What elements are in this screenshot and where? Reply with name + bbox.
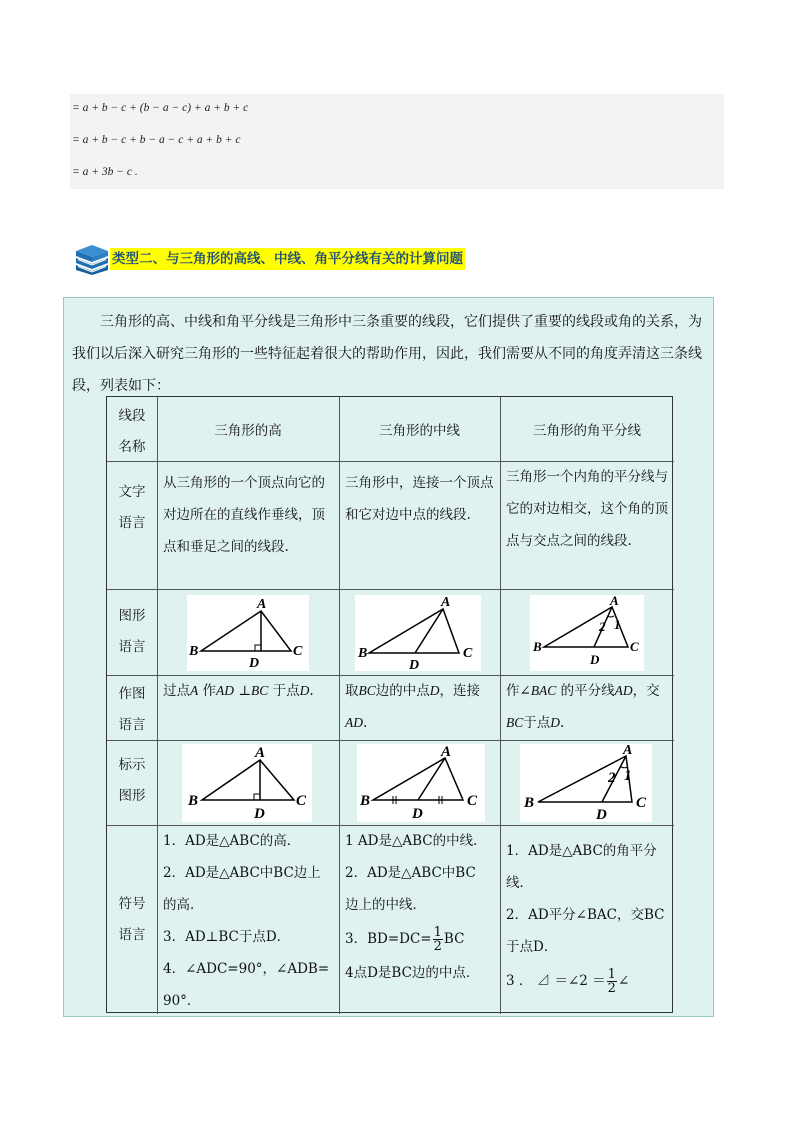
zuotu-bisector: 作∠BAC 的平分线AD，交BC于点D. — [500, 675, 674, 741]
label-d: D — [412, 806, 423, 822]
intro-paragraph — [72, 306, 708, 402]
label-b: B — [360, 793, 371, 809]
label-angle-2: 2 — [608, 770, 616, 786]
fraction-half: $\frac{1}{2}$ — [433, 925, 442, 954]
row-label-zuotu: 作图 语言 — [107, 675, 158, 741]
label-c: C — [463, 646, 473, 661]
label-a: A — [610, 595, 619, 608]
fraction-half: $\frac{1}{2}$ — [607, 967, 616, 996]
label-a: A — [257, 597, 267, 612]
calc-line-3: = a + 3b − c . — [72, 166, 138, 178]
fuhao-bisector: 1．AD是△ABC的角平分 线． 2．AD平分∠BAC，交BC 于点D． 3 ． ⊿ ＝∠2 ＝ $\frac{1}{2}$ ∠ — [500, 825, 674, 1014]
label-c: C — [293, 644, 303, 659]
tuxing-altitude-cell — [157, 589, 340, 676]
row-label-wenzi: 文字 语言 — [107, 461, 158, 590]
bisector-figure — [530, 595, 644, 671]
label-angle-1: 1 — [614, 617, 621, 632]
zuotu-median: 取BC边的中点D，连接AD. — [339, 675, 501, 741]
median-figure — [355, 595, 481, 671]
biaoshi-median-cell — [339, 740, 501, 826]
wenzi-bisector: 三角形一个内角的平分线与它的对边相交，这个角的顶点与交点之间的线段. — [500, 461, 674, 590]
header-altitude: 三角形的高 — [157, 397, 340, 462]
label-c: C — [630, 639, 639, 654]
wenzi-altitude: 从三角形的一个顶点向它的对边所在的直线作垂线，顶点和垂足之间的线段. — [157, 461, 340, 590]
row-label-fuhao: 符号 语言 — [107, 825, 158, 1014]
label-d: D — [254, 806, 265, 822]
header-row-label: 线段 名称 — [107, 397, 158, 462]
label-d: D — [590, 652, 600, 667]
calc-line-1: = a + b − c + (b − a − c) + a + b + c — [72, 102, 249, 114]
tuxing-bisector-cell — [500, 589, 674, 676]
altitude-figure — [187, 595, 309, 671]
label-c: C — [467, 793, 478, 809]
header-bisector: 三角形的角平分线 — [500, 397, 674, 462]
label-a: A — [441, 595, 451, 610]
label-b: B — [358, 646, 368, 661]
label-b: B — [524, 795, 535, 811]
label-a: A — [441, 744, 452, 760]
median-fraction-line: 3．BD=DC= $\frac{1}{2}$ BC — [345, 925, 465, 954]
label-c: C — [296, 793, 307, 809]
row-label-biaoshi: 标示 图形 — [107, 740, 158, 826]
altitude-marked-figure — [182, 744, 312, 822]
comparison-table — [106, 396, 673, 1013]
label-a: A — [255, 745, 266, 761]
fuhao-median: 1 AD是△ABC的中线． 2．AD是△ABC中BC 边上的中线． 3．BD=DC= $\frac{1}{2}$ BC 4点D是BC边的中点． — [339, 825, 501, 1014]
header-median: 三角形的中线 — [339, 397, 501, 462]
label-angle-2: 2 — [599, 619, 606, 634]
zuotu-altitude: 过点A 作AD ⊥BC 于点D. — [157, 675, 340, 741]
biaoshi-bisector-cell — [500, 740, 674, 826]
section-title: 类型二、与三角形的高线、中线、角平分线有关的计算问题 — [110, 248, 465, 270]
label-c: C — [636, 795, 647, 811]
intro-text: 三角形的高、中线和角平分线是三角形中三条重要的线段，它们提供了重要的线段或角的关系，为我们以后深入研究三角形的一些特征起着很大的帮助作用，因此，我们需要从不同的角度弄清这三条线段，列表如下： — [72, 314, 702, 394]
book-stack-icon — [74, 242, 110, 276]
row-label-tuxing: 图形 语言 — [107, 589, 158, 676]
biaoshi-altitude-cell — [157, 740, 340, 826]
median-marked-figure — [357, 744, 485, 822]
wenzi-median: 三角形中，连接一个顶点和它对边中点的线段. — [339, 461, 501, 590]
label-d: D — [409, 658, 420, 671]
label-d: D — [596, 807, 607, 822]
fuhao-altitude: 1．AD是△ABC的高． 2．AD是△ABC中BC边上 的高． 3．AD⊥BC于点D． 4．∠ADC=90°，∠ADB= 90°． — [157, 825, 340, 1014]
label-a: A — [623, 744, 633, 758]
label-angle-1: 1 — [624, 768, 632, 784]
label-b: B — [188, 793, 199, 809]
label-b: B — [189, 644, 199, 659]
calc-line-2: = a + b − c + b − a − c + a + b + c — [72, 134, 241, 146]
label-b: B — [533, 639, 542, 654]
bisector-fraction-line: 3 ． ⊿ ＝∠2 ＝ $\frac{1}{2}$ ∠ — [506, 967, 630, 996]
content-frame — [63, 297, 714, 1017]
label-d: D — [249, 656, 260, 671]
calculation-block — [70, 94, 724, 189]
tuxing-median-cell — [339, 589, 501, 676]
bisector-marked-figure — [520, 744, 652, 822]
